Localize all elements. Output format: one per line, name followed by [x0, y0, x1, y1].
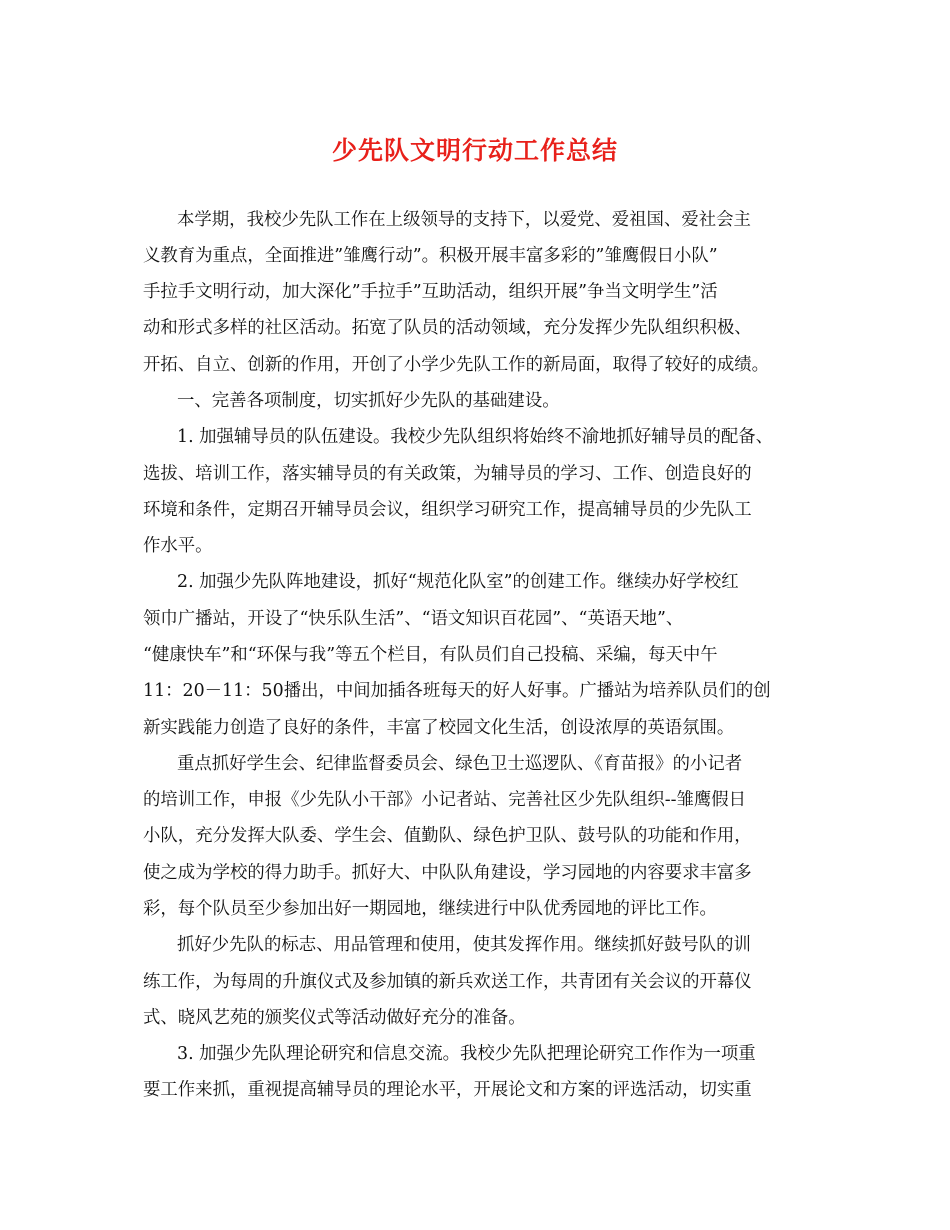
- paragraph-line: 要工作来抓，重视提高辅导员的理论水平，开展论文和方案的评选活动，切实重: [143, 1080, 752, 1100]
- paragraph-line: 开拓、自立、创新的作用，开创了小学少先队工作的新局面，取得了较好的成绩。: [143, 355, 770, 375]
- paragraph-line: 1. 加强辅导员的队伍建设。我校少先队组织将始终不渝地抓好辅导员的配备、: [177, 427, 774, 447]
- paragraph-line: 2. 加强少先队阵地建设，抓好“规范化队室”的创建工作。继续办好学校红: [177, 572, 739, 592]
- paragraph-line: 11：20－11：50播出，中间加插各班每天的好人好事。广播站为培养队员们的创: [143, 681, 771, 701]
- paragraph-line: 使之成为学校的得力助手。抓好大、中队队角建设，学习园地的内容要求丰富多: [143, 863, 752, 883]
- paragraph-line: 选拔、培训工作，落实辅导员的有关政策，为辅导员的学习、工作、创造良好的: [143, 464, 752, 484]
- paragraph-line: 抓好少先队的标志、用品管理和使用，使其发挥作用。继续抓好鼓号队的训: [177, 935, 751, 955]
- paragraph-line: 作水平。: [143, 536, 213, 556]
- paragraph-line: 本学期，我校少先队工作在上级领导的支持下，以爱党、爱祖国、爱社会主: [177, 210, 751, 230]
- paragraph-line: 练工作，为每周的升旗仪式及参加镇的新兵欢送工作，共青团有关会议的开幕仪: [143, 972, 752, 992]
- paragraph-line: 动和形式多样的社区活动。拓宽了队员的活动领域，充分发挥少先队组织积极、: [143, 318, 752, 338]
- paragraph-line: 手拉手文明行动，加大深化”手拉手”互助活动，组织开展”争当文明学生”活: [143, 282, 718, 302]
- paragraph-line: 重点抓好学生会、纪律监督委员会、绿色卫士巡逻队、《育苗报》的小记者: [177, 754, 743, 774]
- paragraph-line: 义教育为重点，全面推进”雏鹰行动”。积极开展丰富多彩的”雏鹰假日小队”: [143, 246, 718, 266]
- paragraph-line: “健康快车”和“环保与我”等五个栏目，有队员们自己投稿、采编，每天中午: [143, 645, 718, 665]
- paragraph-line: 新实践能力创造了良好的条件，丰富了校园文化生活，创设浓厚的英语氛围。: [143, 718, 735, 738]
- paragraph-line: 3. 加强少先队理论研究和信息交流。我校少先队把理论研究工作作为一项重: [177, 1044, 756, 1064]
- paragraph-line: 小队，充分发挥大队委、学生会、值勤队、绿色护卫队、鼓号队的功能和作用，: [143, 826, 752, 846]
- paragraph-line: 环境和条件，定期召开辅导员会议，组织学习研究工作，提高辅导员的少先队工: [143, 500, 752, 520]
- paragraph-line: 领巾广播站，开设了“快乐队生活”、“语文知识百花园”、“英语天地”、: [143, 609, 684, 629]
- section-heading: 一、完善各项制度，切实抓好少先队的基础建设。: [177, 391, 560, 411]
- document-title: 少先队文明行动工作总结: [331, 136, 618, 165]
- paragraph-line: 的培训工作，申报《少先队小干部》小记者站、完善社区少先队组织--雏鹰假日: [143, 790, 747, 810]
- paragraph-line: 彩，每个队员至少参加出好一期园地，继续进行中队优秀园地的评比工作。: [143, 899, 717, 919]
- paragraph-line: 式、晓风艺苑的颁奖仪式等活动做好充分的准备。: [143, 1008, 526, 1028]
